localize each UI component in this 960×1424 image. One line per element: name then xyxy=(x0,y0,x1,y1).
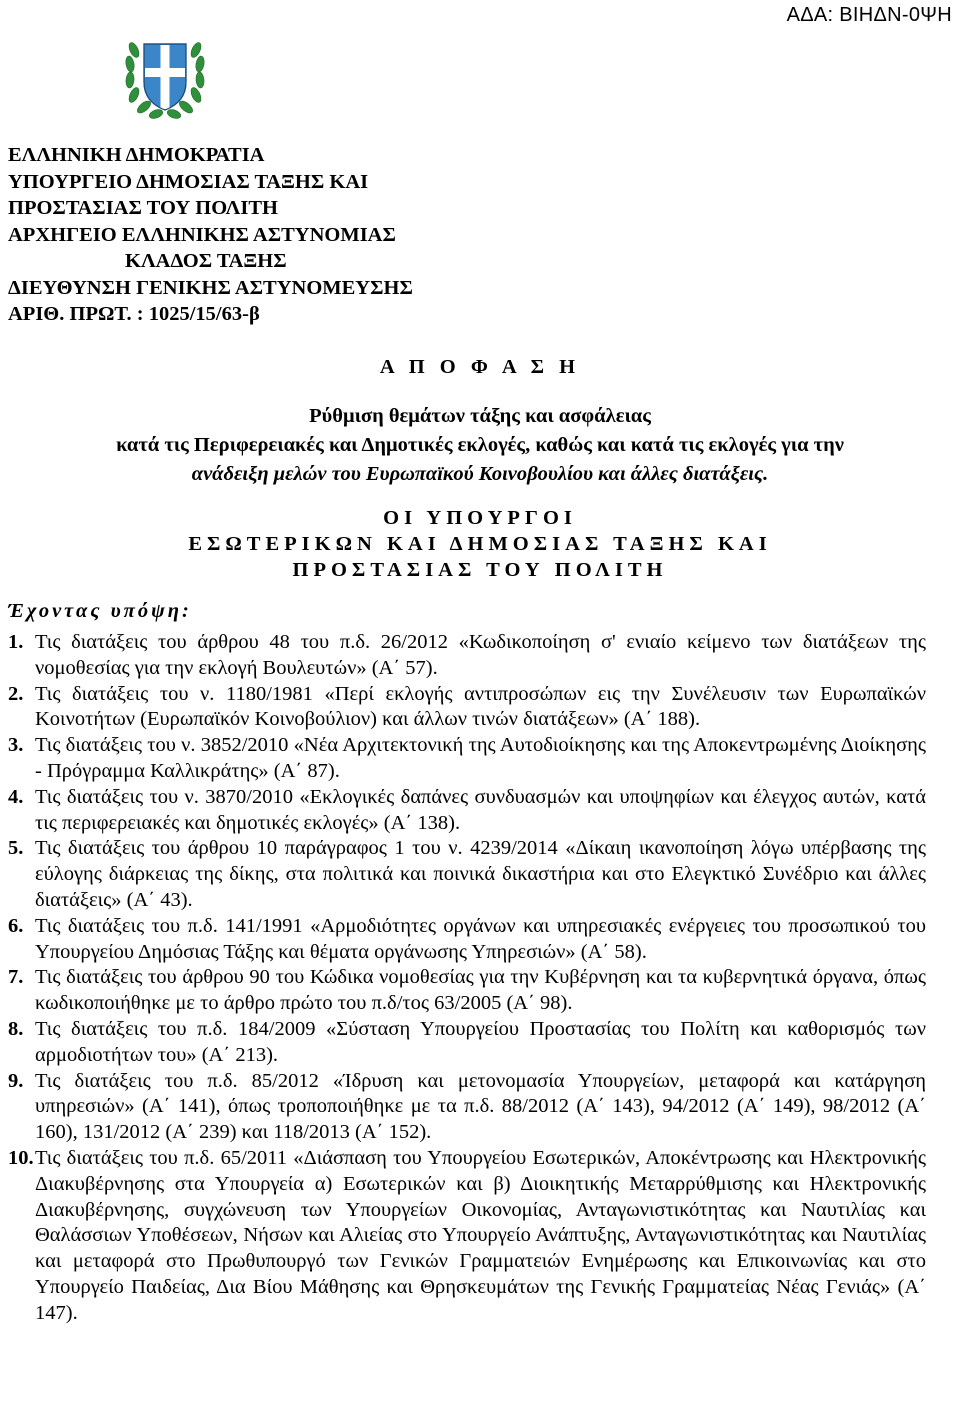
list-item-number: 2. xyxy=(8,682,24,705)
header-line-police-hq: ΑΡΧΗΓΕΙΟ ΕΛΛΗΝΙΚΗΣ ΑΣΤΥΝΟΜΙΑΣ xyxy=(8,223,396,246)
list-item xyxy=(8,914,926,966)
list-item xyxy=(8,836,926,913)
header-line-protocol-number: ΑΡΙΘ. ΠΡΩΤ. : 1025/15/63-β xyxy=(8,303,260,325)
list-item-number: 10. xyxy=(8,1146,34,1169)
ministers-line: ΠΡΟΣΤΑΣΙΑΣ ΤΟΥ ΠΟΛΙΤΗ xyxy=(292,559,668,581)
list-item xyxy=(8,1146,926,1327)
header-line-republic: ΕΛΛΗΝΙΚΗ ΔΗΜΟΚΡΑΤΙΑ xyxy=(8,144,265,166)
list-item-number: 1. xyxy=(8,631,24,653)
list-item xyxy=(8,785,926,837)
ada-code: ΑΔΑ: ΒΙΗΔΝ-0ΨΗ xyxy=(786,4,952,26)
list-item-text: Τις διατάξεις του άρθρου 90 του Κώδικα νομοθεσίας για την Κυβέρνηση και τα κυβερνητικά όργανα, όπως κωδικοποιήθηκε με το άρθρο πρώτο του π.δ/τος 63/2005 (Α΄ 98). xyxy=(35,966,926,1015)
subject-line: κατά τις Περιφερειακές και Δημοτικές εκλογές, καθώς και κατά τις εκλογές για την xyxy=(116,434,844,456)
list-item-text: Τις διατάξεις του π.δ. 141/1991 «Αρμοδιότητες οργάνων και υπηρεσιακές ενέργειες του προσωπικού του Υπουργείου Δημόσιας Τάξης και θέματα οργάνωσης Υπηρεσιών» (Α΄ 58). xyxy=(35,914,926,963)
list-item-number: 4. xyxy=(8,785,24,808)
list-item-number: 5. xyxy=(8,837,24,860)
list-item-text: Τις διατάξεις του π.δ. 85/2012 «Ίδρυση και μετονομασία Υπουργείων, μεταφορά και κατάργηση υπηρεσιών» (Α΄ 141), όπως τροποποιήθηκε με τα π.δ. 88/2012 (Α΄ 143), 94/2012 (Α΄ 149), 98/2012 (Α΄ 160), 131/2012 (Α΄ 239) και 118/2013 (Α΄ 152). xyxy=(35,1069,926,1144)
ministers-line: ΟΙ ΥΠΟΥΡΓΟΙ xyxy=(383,507,577,529)
list-item-text: Τις διατάξεις του π.δ. 65/2011 «Διάσπαση του Υπουργείου Εσωτερικών, Αποκέντρωσης και Ηλεκτρονικής Διακυβέρνησης στα Υπουργεία α) Εσωτερικών και β) Διοικητικής Μεταρρύθμισης και Ηλεκτρονικής Διακυβέρνησης, συγχώνευση των Υπουργείων Οικονομίας, Ανταγωνιστικότητας και Ναυτιλίας και Θαλάσσιων Υποθέσεων, Νήσων και Αλιείας στο Υπουργείο Ανάπτυξης, Ανταγωνιστικότητας και Ναυτιλίας και μεταφορά στο Πρωθυπουργό των Γενικών Γραμματειών Ενημέρωσης και Επικοινωνίας και στο Υπουργείο Παιδείας, Δια Βίου Μάθησης και Θρησκευμάτων της Γενικής Γραμματείας Νέας Γενιάς» (Α΄ 147). xyxy=(35,1146,926,1324)
list-item xyxy=(8,733,926,785)
subject-line: Ρύθμιση θεμάτων τάξης και ασφάλειας xyxy=(309,405,651,427)
header-line-directorate: ΔΙΕΥΘΥΝΣΗ ΓΕΝΙΚΗΣ ΑΣΤΥΝΟΜΕΥΣΗΣ xyxy=(8,276,413,299)
greek-coat-of-arms-icon xyxy=(122,30,208,122)
issuing-authority-header xyxy=(8,142,413,328)
subject-line: ανάδειξη μελών του Ευρωπαϊκού Κοινοβουλίου και άλλες διατάξεις. xyxy=(191,463,769,485)
list-item-number: 7. xyxy=(8,966,24,989)
list-item xyxy=(8,965,926,1017)
decision-subject xyxy=(0,402,960,489)
considering-heading: Έχοντας υπόψη: xyxy=(8,600,192,622)
list-item-number: 6. xyxy=(8,914,24,937)
list-item-text: Τις διατάξεις του άρθρου 48 του π.δ. 26/2012 «Κωδικοποίηση σ' ενιαίο κείμενο των διατάξεων της νομοθεσίας για την εκλογή Βουλευτών» (Α΄ 57). xyxy=(35,631,926,679)
list-item-text: Τις διατάξεις του π.δ. 184/2009 «Σύσταση Υπουργείου Προστασίας του Πολίτη και καθορισμός των αρμοδιοτήτων του» (Α΄ 213). xyxy=(35,1017,926,1066)
list-item xyxy=(8,682,926,734)
header-line-ministry-cont: ΠΡΟΣΤΑΣΙΑΣ ΤΟΥ ΠΟΛΙΤΗ xyxy=(8,197,278,219)
list-item xyxy=(8,630,926,682)
header-line-branch: ΚΛΑΔΟΣ ΤΑΞΗΣ xyxy=(125,250,287,272)
ministers-line: ΕΣΩΤΕΡΙΚΩΝ ΚΑΙ ΔΗΜΟΣΙΑΣ ΤΑΞΗΣ ΚΑΙ xyxy=(188,533,772,555)
ministers-heading xyxy=(0,505,960,583)
list-item-text: Τις διατάξεις του ν. 1180/1981 «Περί εκλογής αντιπροσώπων εις την Συνέλευσιν των Ευρωπαϊκών Κοινοτήτων (Ευρωπαϊκόν Κοινοβούλιον) και άλλων τινών διατάξεων» (Α΄ 188). xyxy=(35,682,926,731)
list-item-text: Τις διατάξεις του άρθρου 10 παράγραφος 1 του ν. 4239/2014 «Δίκαιη ικανοποίηση λόγω υπέρβασης της εύλογης διάρκειας της δίκης, στα πολιτικά και ποινικά δικαστήρια και στο Ελεγκτικό Συνέδριο και άλλες διατάξεις» (Α΄ 43). xyxy=(35,837,926,911)
legal-basis-list xyxy=(8,630,926,1327)
list-item-number: 3. xyxy=(8,734,24,757)
list-item xyxy=(8,1017,926,1069)
list-item xyxy=(8,1069,926,1146)
list-item-number: 8. xyxy=(8,1017,24,1040)
header-line-ministry: ΥΠΟΥΡΓΕΙΟ ΔΗΜΟΣΙΑΣ ΤΑΞΗΣ ΚΑΙ xyxy=(8,170,369,193)
decision-title: Α Π Ο Φ Α Σ Η xyxy=(379,356,581,378)
list-item-number: 9. xyxy=(8,1069,24,1092)
list-item-text: Τις διατάξεις του ν. 3870/2010 «Εκλογικές δαπάνες συνδυασμών και υποψηφίων και έλεγχος αυτών, κατά τις περιφερειακές και δημοτικές εκλογές» (Α΄ 138). xyxy=(35,785,926,834)
list-item-text: Τις διατάξεις του ν. 3852/2010 «Νέα Αρχιτεκτονική της Αυτοδιοίκησης και της Αποκεντρωμένης Διοίκησης - Πρόγραμμα Καλλικράτης» (Α΄ 87). xyxy=(35,734,926,782)
